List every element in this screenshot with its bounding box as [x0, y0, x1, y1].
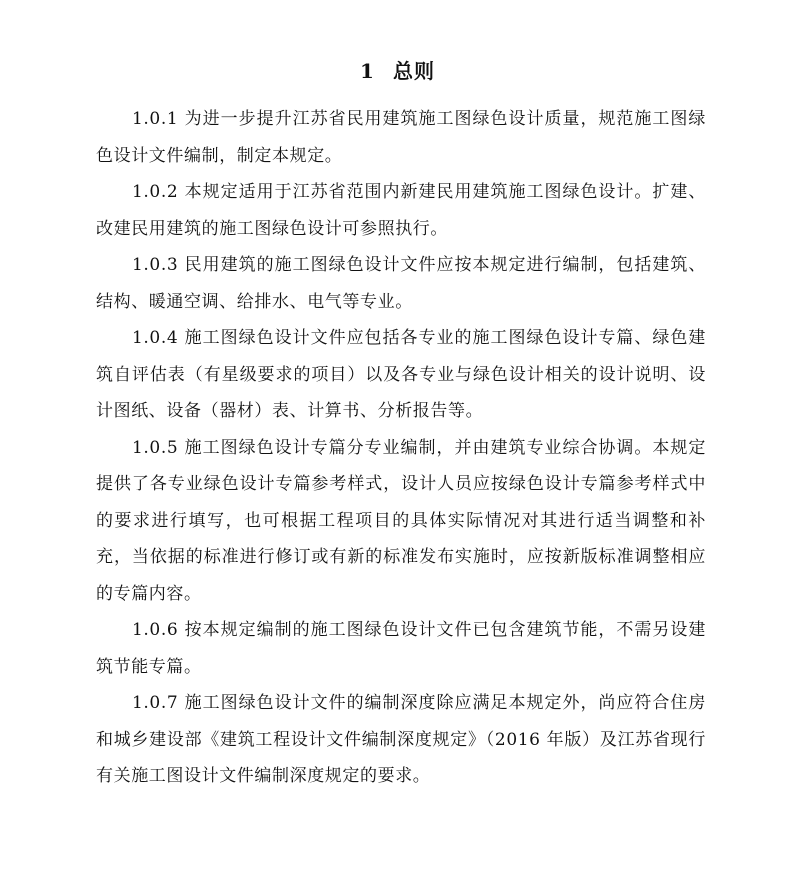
- chapter-heading: [0, 55, 795, 84]
- clause-1-0-3: 1.0.3 民用建筑的施工图绿色设计文件应按本规定进行编制，包括建筑、结构、暖通空调、给排水、电气等专业。: [96, 255, 706, 312]
- clause-1-0-4: 1.0.4 施工图绿色设计文件应包括各专业的施工图绿色设计专篇、绿色建筑自评估表（有星级要求的项目）以及各专业与绿色设计相关的设计说明、设计图纸、设备（器材）表、计算书、分析报告等。: [96, 328, 706, 421]
- chapter-title: 总则: [392, 59, 435, 83]
- chapter-number: 1: [360, 59, 375, 83]
- document-body: [96, 101, 706, 795]
- clause-1-0-5: 1.0.5 施工图绿色设计专篇分专业编制，并由建筑专业综合协调。本规定提供了各专业绿色设计专篇参考样式，设计人员应按绿色设计专篇参考样式中的要求进行填写，也可根据工程项目的具体实际情况对其进行适当调整和补充，当依据的标准进行修订或有新的标准发布实施时，应按新版标准调整相应的专篇内容。: [96, 437, 706, 604]
- clause-1-0-6: 1.0.6 按本规定编制的施工图绿色设计文件已包含建筑节能，不需另设建筑节能专篇。: [96, 620, 706, 677]
- clause-1-0-7: 1.0.7 施工图绿色设计文件的编制深度除应满足本规定外，尚应符合住房和城乡建设部《建筑工程设计文件编制深度规定》（2016 年版）及江苏省现行有关施工图设计文件编制深度规定的要求。: [96, 693, 706, 786]
- clause-1-0-1: 1.0.1 为进一步提升江苏省民用建筑施工图绿色设计质量，规范施工图绿色设计文件编制，制定本规定。: [96, 109, 706, 166]
- clause-1-0-2: 1.0.2 本规定适用于江苏省范围内新建民用建筑施工图绿色设计。扩建、改建民用建筑的施工图绿色设计可参照执行。: [96, 182, 706, 239]
